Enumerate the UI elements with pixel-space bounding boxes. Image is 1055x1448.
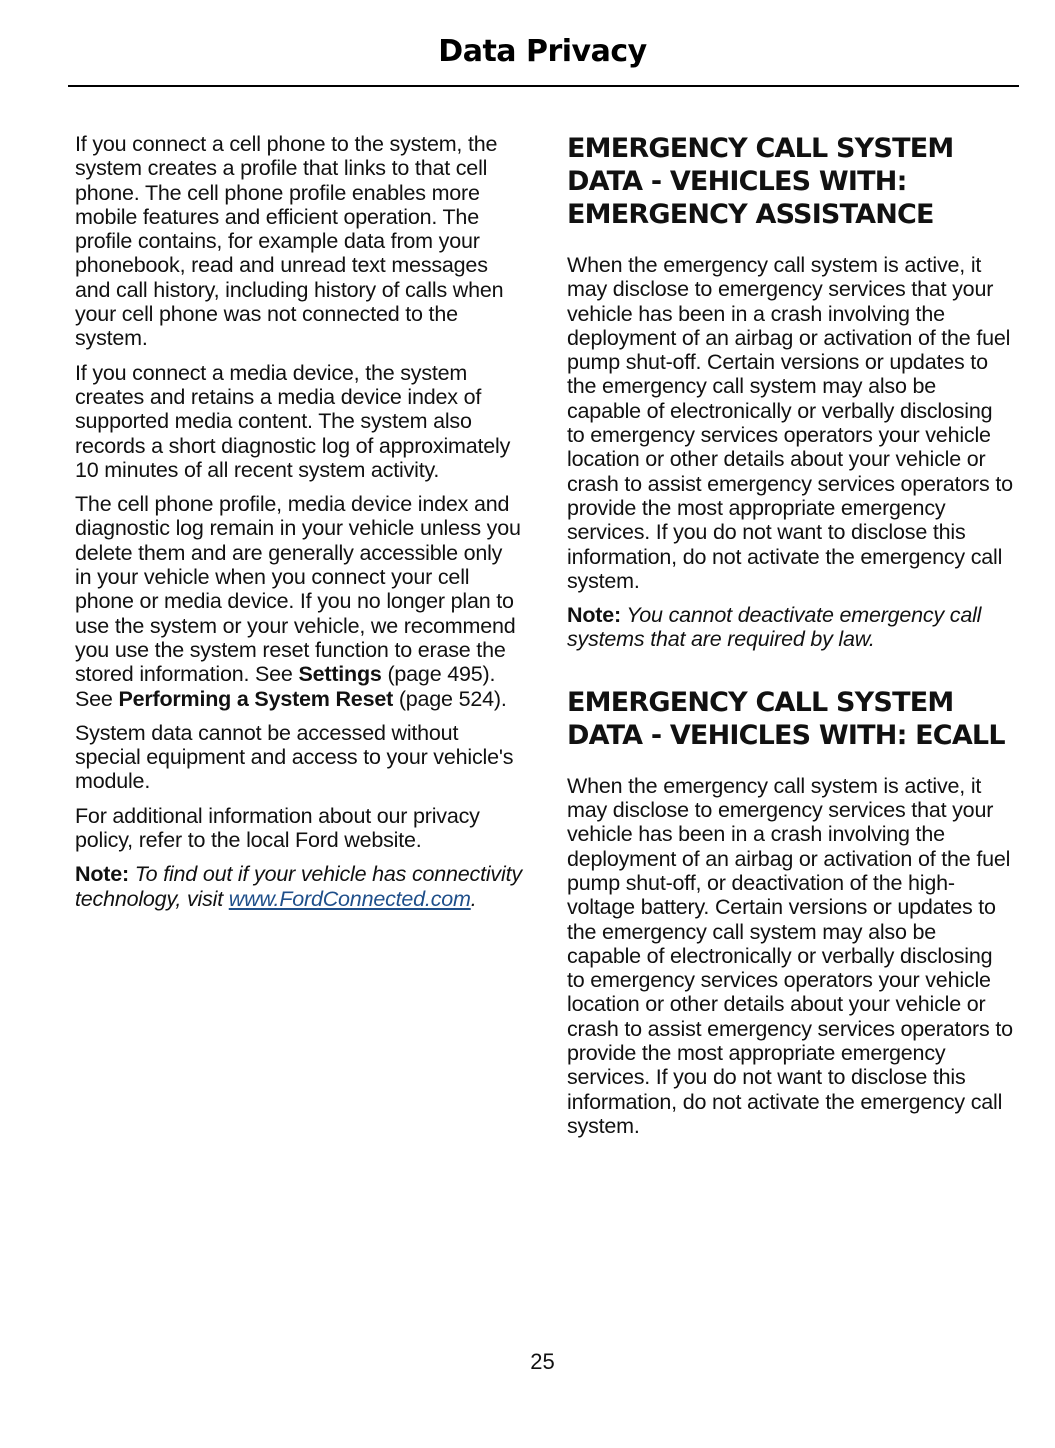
note-text: To find out if your vehicle has connectivity technology, visit bbox=[75, 862, 522, 911]
header-divider bbox=[68, 85, 1019, 87]
ford-connected-link[interactable]: www.FordConnected.com bbox=[228, 886, 471, 911]
note-suffix: . bbox=[470, 886, 477, 911]
paragraph-ecall: When the emergency call system is active, it may disclose to emergency services that your vehicle has been in a crash involving the deployment of an airbag or activation of the fuel pump shut-off, or deactivation of the high-voltage battery. Certain versions or updates to the emergency call system may also be capable of electronically or verbally disclosing to emergency services operators your vehicle location or other details about your vehicle or crash to assist emergency services operators to provide the most appropriate emergency services. If you do not want to disclose this information, do not activate the emergency call system. bbox=[567, 773, 1013, 1138]
paragraph-emergency-assistance: When the emergency call system is active, it may disclose to emergency services that your vehicle has been in a crash involving the deployment of an airbag or activation of the fuel pump shut-off. Certain versions or updates to the emergency call system may also be capable of electronically or verbally disclosing to emergency services operators your vehicle location or other details about your vehicle or crash to assist emergency services operators to provide the most appropriate emergency services. If you do not want to disclose this information, do not activate the emergency call system. bbox=[567, 253, 1013, 593]
paragraph-data-retention bbox=[75, 492, 523, 711]
retention-text: The cell phone profile, media device index and diagnostic log remain in your vehicle unless you delete them and are generally accessible only in your vehicle when you connect your cell phone or media device. If you no longer plan to use the system or your vehicle, we recommend you use the system reset function to erase the stored information. See bbox=[75, 492, 521, 687]
system-reset-page-ref: (page 524). bbox=[393, 686, 507, 711]
note-label: Note: bbox=[75, 862, 129, 887]
paragraph-cell-phone-profile: If you connect a cell phone to the system, the system creates a profile that links to that cell phone. The cell phone profile enables more mobile features and efficient operation. The profile contains, for example data from your phonebook, read and unread text messages and call history, including history of calls when your cell phone was not connected to the system. bbox=[75, 132, 504, 351]
section-heading-emergency-assistance: EMERGENCY CALL SYSTEM DATA - VEHICLES WITH: EMERGENCY ASSISTANCE bbox=[567, 133, 954, 230]
page-title: Data Privacy bbox=[438, 34, 647, 69]
note-text: You cannot deactivate emergency call systems that are required by law. bbox=[567, 603, 982, 652]
emergency-assistance-note bbox=[567, 603, 1015, 652]
note-label: Note: bbox=[567, 603, 621, 628]
settings-reference-link[interactable]: Settings bbox=[298, 662, 382, 687]
section-heading-ecall: EMERGENCY CALL SYSTEM DATA - VEHICLES WITH: ECALL bbox=[567, 686, 1005, 751]
connectivity-note bbox=[75, 862, 523, 911]
system-reset-reference-link[interactable]: Performing a System Reset bbox=[118, 686, 394, 711]
left-column bbox=[75, 132, 523, 921]
page-number: 25 bbox=[530, 1349, 555, 1374]
settings-page-ref: (page 495). See bbox=[75, 662, 496, 711]
paragraph-system-data-access: System data cannot be accessed without special equipment and access to your vehicle's module. bbox=[75, 720, 514, 794]
paragraph-privacy-policy: For additional information about our privacy policy, refer to the local Ford website. bbox=[75, 803, 480, 853]
right-column bbox=[567, 132, 1015, 1148]
paragraph-media-device: If you connect a media device, the system creates and retains a media device index of supported media content. The system also records a short diagnostic log of approximately 10 minutes of all recent system activity. bbox=[75, 360, 511, 482]
